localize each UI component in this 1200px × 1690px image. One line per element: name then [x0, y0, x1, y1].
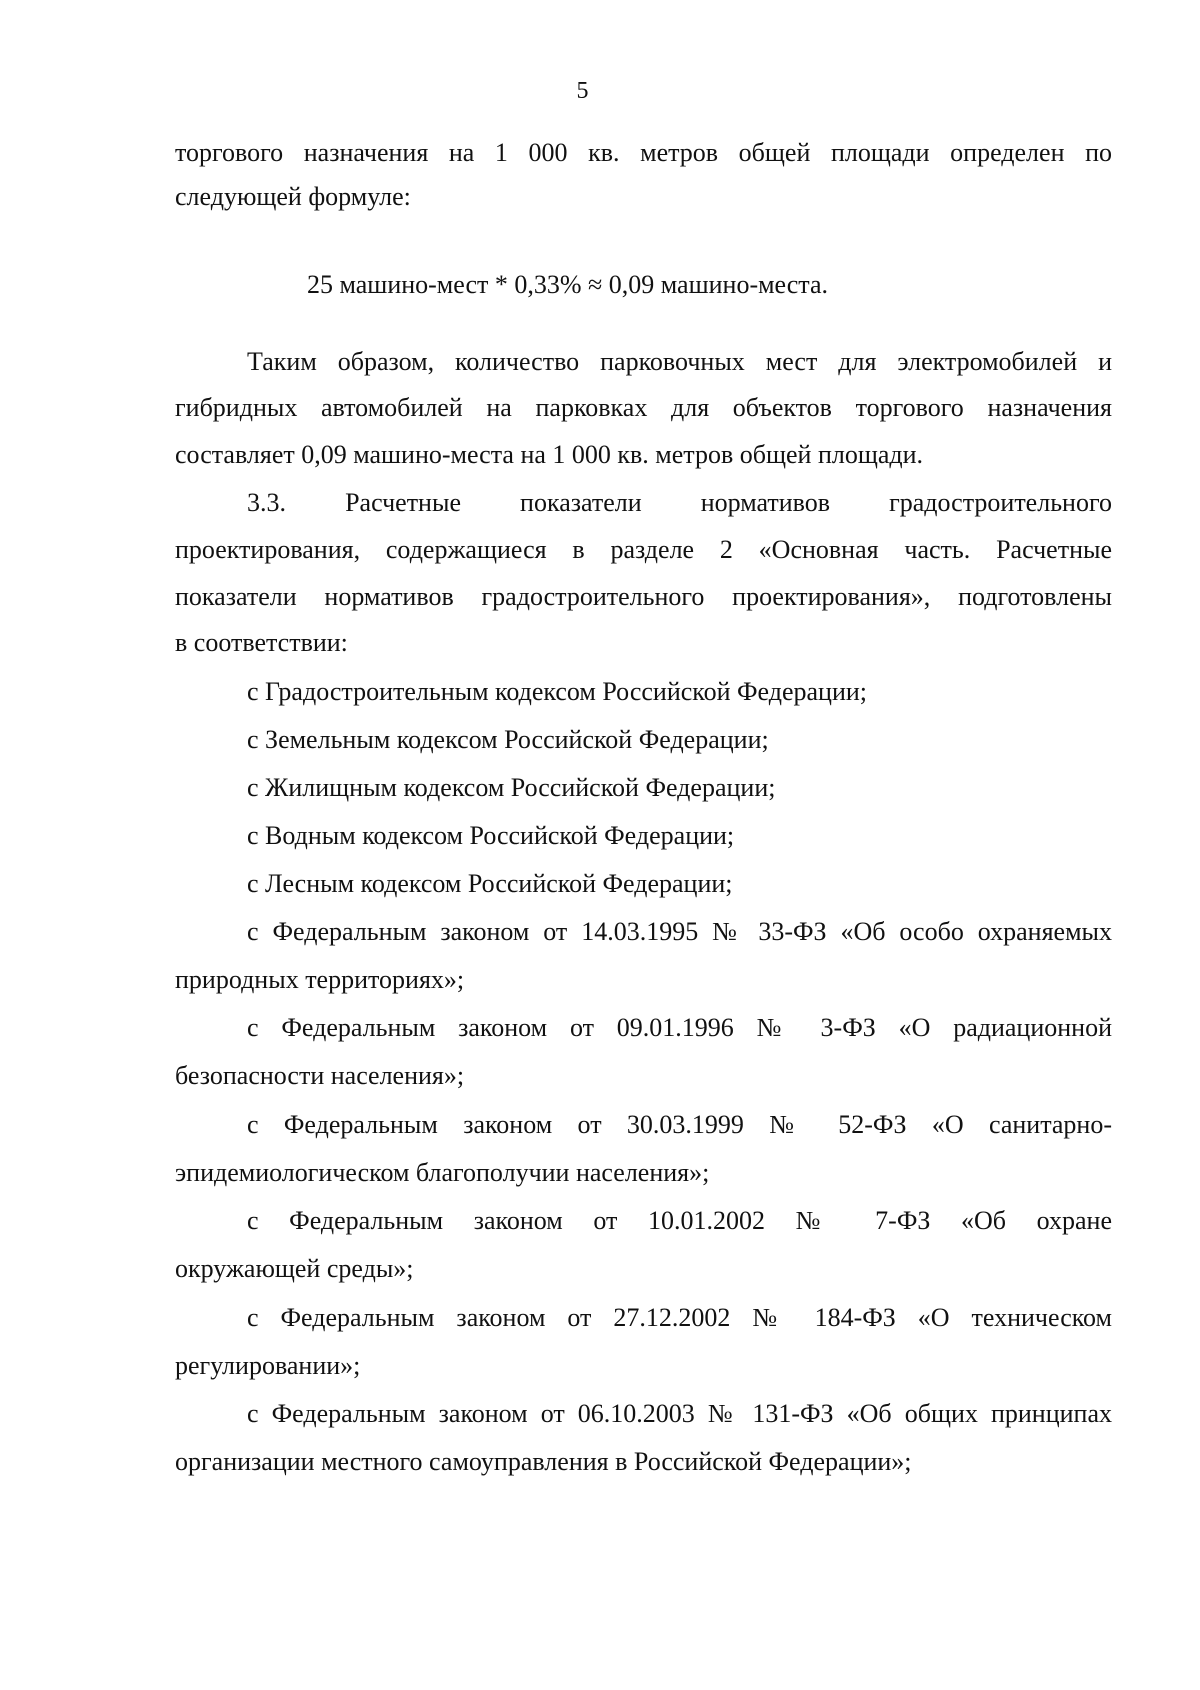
list-item: с Жилищным кодексом Российской Федерации;: [247, 773, 776, 802]
list-item-continuation: регулировании»;: [175, 1351, 361, 1380]
list-item: с Градостроительным кодексом Российской Федерации;: [247, 677, 868, 706]
text-line: торгового назначения на 1 000 кв. метров общей площади определен по: [175, 138, 1112, 167]
list-item-continuation: природных территориях»;: [175, 965, 465, 994]
text-line: в соответствии:: [175, 628, 348, 657]
list-item: с Федеральным законом от 30.03.1999 № 52-ФЗ «О санитарно-: [247, 1110, 1112, 1139]
page-number: 5: [576, 78, 589, 104]
list-item: с Федеральным законом от 10.01.2002 № 7-ФЗ «Об охране: [247, 1206, 1112, 1235]
text-line: составляет 0,09 машино-места на 1 000 кв. метров общей площади.: [175, 440, 924, 469]
list-item: с Водным кодексом Российской Федерации;: [247, 821, 735, 850]
list-item-continuation: окружающей среды»;: [175, 1254, 414, 1283]
text-line: Таким образом, количество парковочных мест для электромобилей и: [247, 347, 1112, 376]
list-item: с Федеральным законом от 27.12.2002 № 184-ФЗ «О техническом: [247, 1303, 1112, 1332]
list-item: с Федеральным законом от 09.01.1996 № 3-ФЗ «О радиационной: [247, 1013, 1112, 1042]
list-item: с Федеральным законом от 06.10.2003 № 131-ФЗ «Об общих принципах: [247, 1399, 1112, 1428]
text-line: гибридных автомобилей на парковках для объектов торгового назначения: [175, 393, 1112, 422]
formula: 25 машино-мест * 0,33% ≈ 0,09 машино-места.: [306, 270, 828, 299]
list-item: с Земельным кодексом Российской Федерации;: [247, 725, 769, 754]
list-item: с Лесным кодексом Российской Федерации;: [247, 869, 733, 898]
list-item: с Федеральным законом от 14.03.1995 № 33-ФЗ «Об особо охраняемых: [247, 917, 1112, 946]
list-item-continuation: организации местного самоуправления в Российской Федерации»;: [175, 1447, 912, 1476]
list-item-continuation: эпидемиологическом благополучии населения»;: [175, 1158, 710, 1187]
text-line: проектирования, содержащиеся в разделе 2 «Основная часть. Расчетные: [175, 535, 1112, 564]
text-line: 3.3. Расчетные показатели нормативов градостроительного: [247, 488, 1112, 517]
text-line: показатели нормативов градостроительного проектирования», подготовлены: [175, 582, 1112, 611]
text-line: следующей формуле:: [175, 182, 411, 211]
list-item-continuation: безопасности населения»;: [175, 1061, 465, 1090]
